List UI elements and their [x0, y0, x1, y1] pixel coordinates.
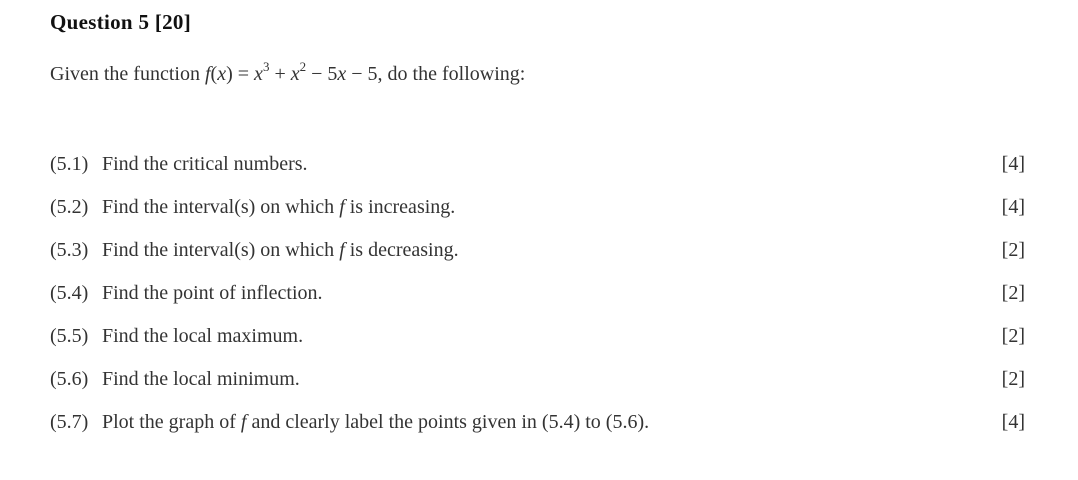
function-open-paren: ( — [210, 63, 218, 85]
minus-five: − 5 — [306, 63, 338, 85]
sub-question-5-6 — [50, 368, 1028, 411]
question-intro — [50, 59, 526, 86]
sub-question-5-4 — [50, 282, 1028, 325]
term-x-cubed: x — [254, 63, 263, 85]
intro-suffix: − 5, do the following: — [346, 63, 526, 85]
sub-question-text-end: and clearly label the points given in (5.4) to (5.6). — [246, 411, 650, 433]
marks-badge: [4] — [1001, 411, 1025, 433]
sub-question-text: Find the interval(s) on which — [102, 196, 340, 218]
plus-sign: + — [269, 63, 291, 85]
sub-question-number: (5.1) — [50, 153, 89, 175]
sub-question-text: Find the local maximum. — [102, 325, 304, 347]
function-close-paren: ) = — [226, 63, 255, 85]
sub-question-5-5 — [50, 325, 1028, 368]
sub-question-number: (5.7) — [50, 411, 89, 433]
term-x-linear: x — [337, 63, 347, 85]
term-x-squared: x — [290, 63, 300, 85]
sub-question-text: Plot the graph of — [102, 411, 241, 433]
marks-badge: [4] — [1001, 196, 1025, 218]
sub-question-5-3 — [50, 239, 1028, 282]
sub-question-text: Find the interval(s) on which — [102, 239, 340, 261]
sub-question-5-7 — [50, 411, 1028, 454]
sub-question-number: (5.3) — [50, 239, 89, 261]
exponent-3: 3 — [262, 59, 270, 74]
marks-badge: [2] — [1001, 239, 1025, 261]
marks-badge: [2] — [1001, 368, 1025, 390]
sub-question-number: (5.4) — [50, 282, 89, 304]
question-heading: Question 5 [20] — [50, 10, 191, 34]
sub-question-number: (5.6) — [50, 368, 89, 390]
marks-badge: [2] — [1001, 325, 1025, 347]
sub-question-text-end: is decreasing. — [344, 239, 459, 261]
sub-question-text: Find the local minimum. — [102, 368, 300, 390]
intro-prefix: Given the function — [50, 63, 205, 85]
function-expression — [204, 59, 347, 85]
sub-question-text-end: is increasing. — [344, 196, 456, 218]
sub-question-5-2 — [50, 196, 1028, 239]
marks-badge: [2] — [1001, 282, 1025, 304]
sub-question-text: Find the point of inflection. — [102, 282, 323, 304]
function-symbol: f — [339, 196, 345, 218]
sub-question-number: (5.5) — [50, 325, 89, 347]
sub-question-5-1 — [50, 153, 1028, 196]
function-name: f — [204, 63, 211, 85]
marks-badge: [4] — [1001, 153, 1025, 175]
function-variable: x — [217, 63, 227, 85]
function-symbol: f — [339, 239, 345, 261]
sub-question-number: (5.2) — [50, 196, 89, 218]
sub-question-text: Find the critical numbers. — [102, 153, 308, 175]
function-symbol: f — [240, 411, 247, 433]
exponent-2: 2 — [299, 59, 307, 74]
sub-question-list — [50, 153, 1028, 454]
